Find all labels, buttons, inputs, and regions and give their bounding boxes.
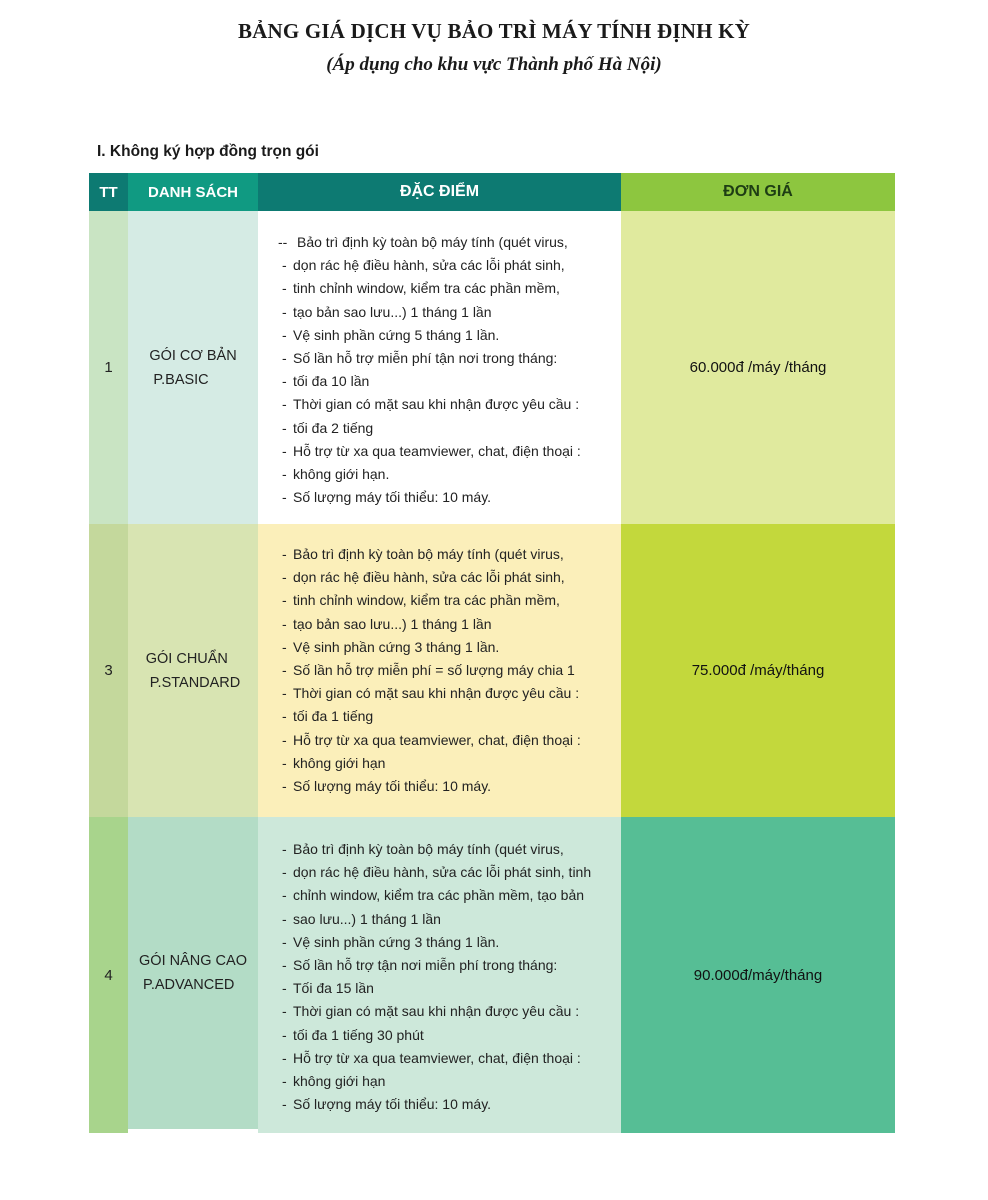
- row-basic-package: [128, 211, 258, 524]
- row-basic-tt: 1: [89, 211, 128, 524]
- row-advanced-price: 90.000đ/máy/tháng: [621, 817, 895, 1133]
- row-basic-price: 60.000đ /máy /tháng: [621, 211, 895, 524]
- feature-item: - không giới hạn: [282, 752, 581, 775]
- feature-item: - tối đa 1 tiếng: [282, 705, 581, 728]
- feature-item: - Hỗ trợ từ xa qua teamviewer, chat, điện thoại :: [282, 729, 581, 752]
- row-standard-tt: 3: [89, 524, 128, 817]
- feature-item: - tối đa 2 tiếng: [282, 417, 581, 440]
- feature-item: - Vệ sinh phần cứng 3 tháng 1 lần.: [282, 636, 581, 659]
- feature-item: - dọn rác hệ điều hành, sửa các lỗi phát sinh,: [282, 566, 581, 589]
- row-basic-features: [258, 211, 621, 524]
- feature-item: - chỉnh window, kiểm tra các phần mềm, tạo bản: [282, 884, 591, 907]
- feature-item: - Vệ sinh phần cứng 5 tháng 1 lần.: [282, 324, 581, 347]
- feature-item: -- Bảo trì định kỳ toàn bộ máy tính (quét virus,: [282, 231, 581, 254]
- header-cell-features: [258, 173, 621, 211]
- feature-item: - tinh chỉnh window, kiểm tra các phần mềm,: [282, 277, 581, 300]
- section-heading: I. Không ký hợp đồng trọn gói: [97, 143, 319, 160]
- feature-item: - Bảo trì định kỳ toàn bộ máy tính (quét virus,: [282, 543, 581, 566]
- header-label-tt: TT: [99, 183, 118, 201]
- feature-list: [282, 838, 591, 1116]
- header-cell-list: [128, 173, 258, 211]
- row-standard-price: 75.000đ /máy/tháng: [621, 524, 895, 817]
- header-label-price: ĐƠN GIÁ: [723, 183, 793, 200]
- feature-item: - không giới hạn.: [282, 463, 581, 486]
- feature-item: - Số lượng máy tối thiểu: 10 máy.: [282, 1093, 591, 1116]
- feature-item: - tối đa 10 lần: [282, 370, 581, 393]
- feature-item: - dọn rác hệ điều hành, sửa các lỗi phát sinh,: [282, 254, 581, 277]
- price-table: [89, 173, 895, 1133]
- feature-item: - Thời gian có mặt sau khi nhận được yêu cầu :: [282, 393, 581, 416]
- package-code: P.BASIC: [153, 371, 209, 388]
- feature-item: - tạo bản sao lưu...) 1 tháng 1 lần: [282, 301, 581, 324]
- header-cell-tt: [89, 173, 128, 211]
- feature-item: - không giới hạn: [282, 1070, 591, 1093]
- row-standard-features: [258, 524, 621, 817]
- row-advanced-package: [128, 817, 258, 1129]
- feature-item: - Bảo trì định kỳ toàn bộ máy tính (quét virus,: [282, 838, 591, 861]
- feature-item: - tạo bản sao lưu...) 1 tháng 1 lần: [282, 613, 581, 636]
- feature-item: - Vệ sinh phần cứng 3 tháng 1 lần.: [282, 931, 591, 954]
- package-name: GÓI CƠ BẢN: [149, 347, 237, 364]
- feature-item: - dọn rác hệ điều hành, sửa các lỗi phát sinh, tinh: [282, 861, 591, 884]
- feature-item: - tinh chỉnh window, kiểm tra các phần mềm,: [282, 589, 581, 612]
- page-title: BẢNG GIÁ DỊCH VỤ BẢO TRÌ MÁY TÍNH ĐỊNH KỲ: [237, 19, 751, 43]
- header-label-list: DANH SÁCH: [148, 183, 238, 201]
- feature-item: - Số lần hỗ trợ miễn phí = số lượng máy chia 1: [282, 659, 581, 682]
- feature-item: - Số lượng máy tối thiểu: 10 máy.: [282, 486, 581, 509]
- feature-item: - Số lần hỗ trợ tận nơi miễn phí trong tháng:: [282, 954, 591, 977]
- header-label-features: ĐẶC ĐIỂM: [399, 183, 480, 200]
- feature-item: - sao lưu...) 1 tháng 1 lần: [282, 908, 591, 931]
- feature-item: - Thời gian có mặt sau khi nhận được yêu cầu :: [282, 1000, 591, 1023]
- header-cell-price: [621, 173, 895, 211]
- feature-item: - Tối đa 15 lần: [282, 977, 591, 1000]
- feature-item: - tối đa 1 tiếng 30 phút: [282, 1024, 591, 1047]
- feature-item: - Hỗ trợ từ xa qua teamviewer, chat, điện thoại :: [282, 440, 581, 463]
- feature-item: - Thời gian có mặt sau khi nhận được yêu cầu :: [282, 682, 581, 705]
- package-code: P.ADVANCED: [143, 977, 235, 993]
- package-name: GÓI CHUẨN: [145, 650, 228, 667]
- feature-item: - Hỗ trợ từ xa qua teamviewer, chat, điện thoại :: [282, 1047, 591, 1070]
- feature-item: - Số lượng máy tối thiểu: 10 máy.: [282, 775, 581, 798]
- row-standard-package: [128, 524, 258, 817]
- feature-list: [282, 543, 581, 798]
- row-advanced-features: [258, 817, 621, 1133]
- feature-list: [282, 231, 581, 509]
- page-subtitle: (Áp dụng cho khu vực Thành phố Hà Nội): [326, 54, 662, 75]
- row-advanced-tt: 4: [89, 817, 128, 1133]
- feature-item: - Số lần hỗ trợ miễn phí tận nơi trong tháng:: [282, 347, 581, 370]
- package-code: P.STANDARD: [149, 674, 241, 691]
- package-name: GÓI NÂNG CAO: [139, 953, 247, 969]
